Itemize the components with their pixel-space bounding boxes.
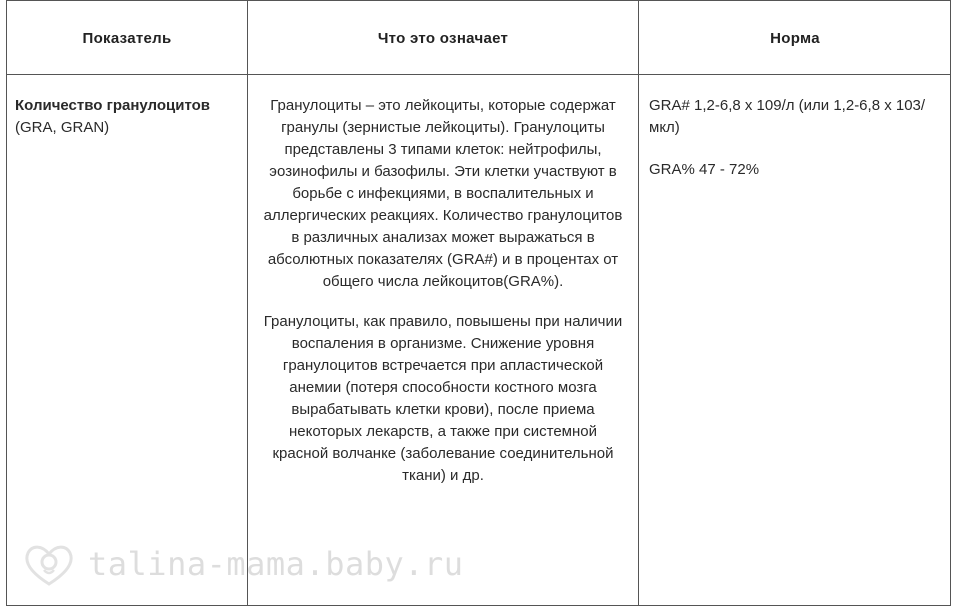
norm-percent: GRA% 47 - 72% xyxy=(649,161,760,178)
indicator-name: Количество гранулоцитов xyxy=(15,97,211,114)
meaning-paragraph-2: Гранулоциты, как правило, повышены при наличии воспаления в организме. Снижение уровня гранулоцитов встречается при апластической анемии (потеря способности костного мозга вырабатывать клетки крови), после приема некоторых лекарств, а также при системной красной волчанке (заболевание соединительной ткани) и др. xyxy=(263,313,623,484)
cell-indicator xyxy=(7,75,247,139)
cell-meaning xyxy=(248,75,638,505)
norm-absolute: GRA# 1,2-6,8 х 109/л (или 1,2-6,8 х 103/мкл) xyxy=(649,97,926,136)
cell-norm xyxy=(639,75,951,201)
indicator-code: (GRA, GRAN) xyxy=(15,119,110,136)
watermark-text: talina-mama.baby.ru xyxy=(88,545,464,583)
data-table xyxy=(6,0,951,606)
table-header-row xyxy=(7,1,950,75)
header-meaning: Что это означает xyxy=(377,29,509,47)
meaning-paragraph-1: Гранулоциты – это лейкоциты, которые содержат гранулы (зернистые лейкоциты). Гранулоциты представлены 3 типами клеток: нейтрофилы, эозинофилы и базофилы. Эти клетки участвуют в борьбе с инфекциями, в воспалительных и аллергических реакциях. Количество гранулоцитов в различных анализах может выражаться в абсолютных показателях (GRA#) и в процентах от общего числа лейкоцитов(GRA%). xyxy=(263,97,623,290)
header-indicator: Показатель xyxy=(82,29,172,47)
header-norm: Норма xyxy=(770,29,820,47)
